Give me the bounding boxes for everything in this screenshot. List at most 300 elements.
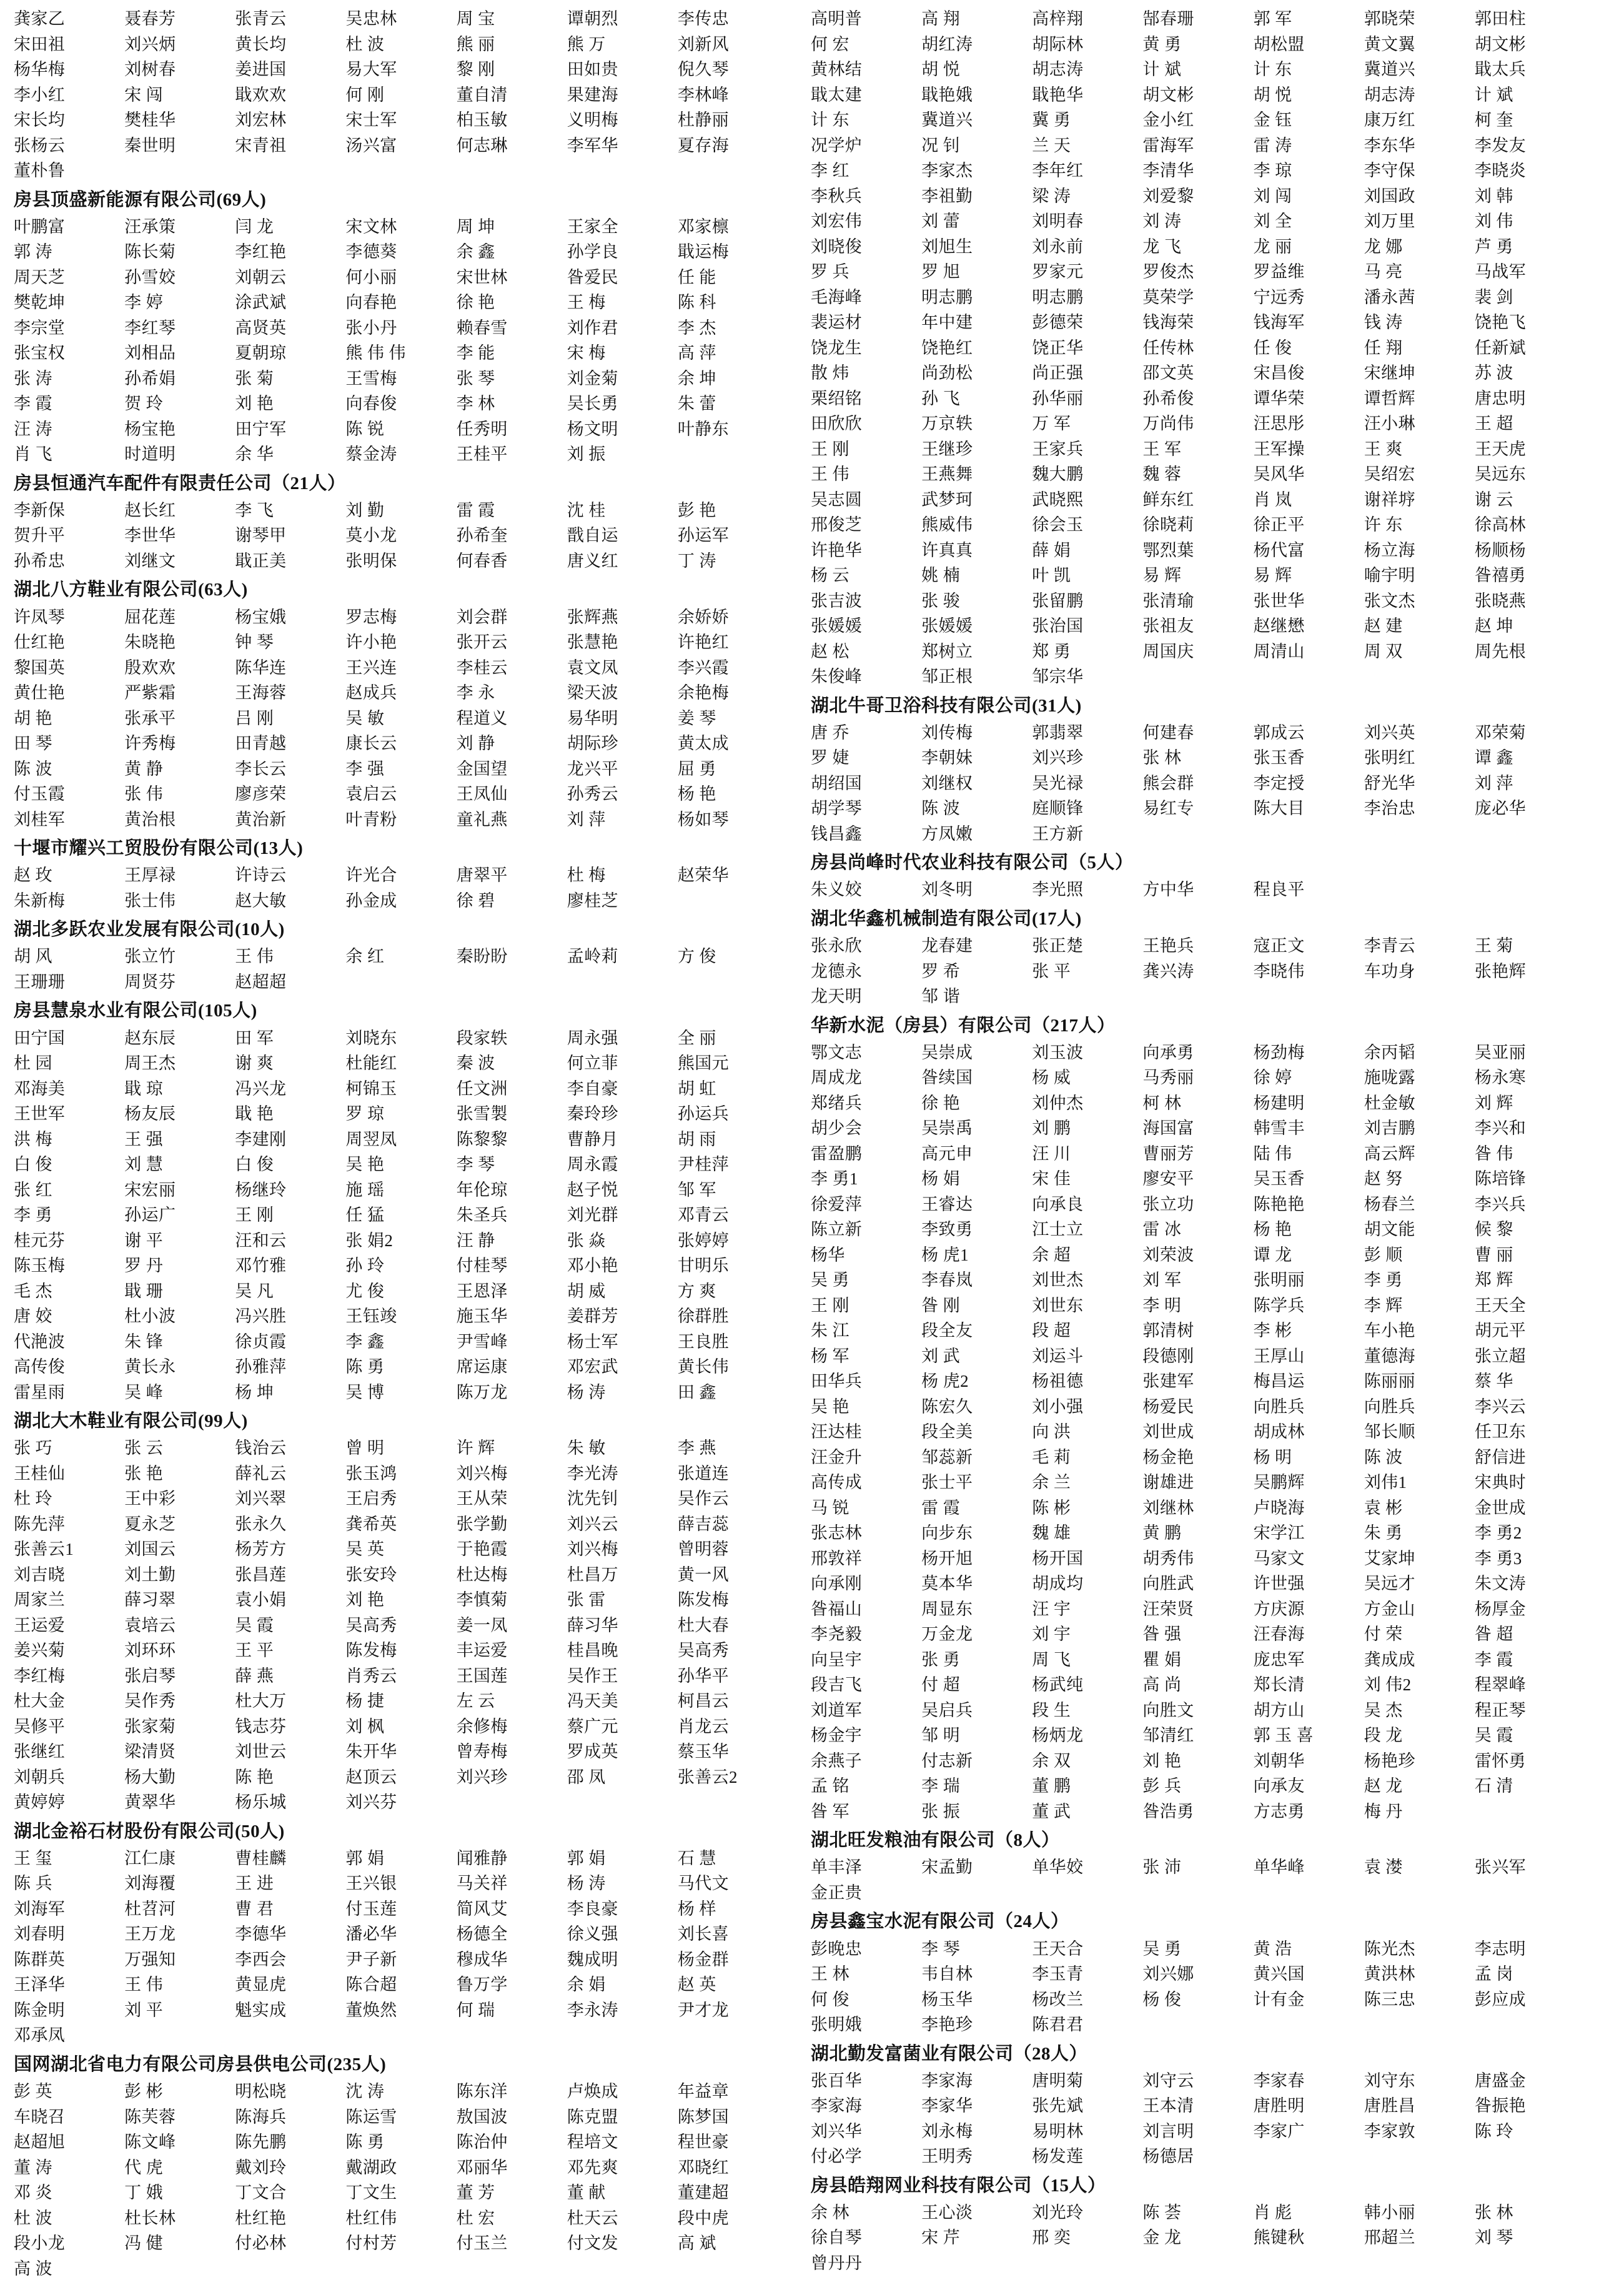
- person-name: 徐晓莉: [1142, 515, 1194, 534]
- person-name: 江士立: [1032, 1220, 1084, 1239]
- person-name: 易明林: [1032, 2121, 1084, 2141]
- person-name: 陈学兵: [1253, 1296, 1305, 1315]
- person-name: 刘光玲: [1032, 2203, 1084, 2222]
- person-name: 昝 超: [1474, 1625, 1513, 1644]
- person-name: 钱海荣: [1142, 313, 1194, 332]
- person-name: 向承刚: [811, 1574, 863, 1594]
- person-name: 李红琴: [124, 318, 176, 337]
- person-name: 董朴鲁: [14, 161, 66, 180]
- person-name: 柯 奎: [1474, 111, 1513, 129]
- person-name: 郑绪兵: [811, 1093, 863, 1113]
- person-name: 黄仕艳: [14, 683, 66, 703]
- person-name: 黄 鹏: [1142, 1524, 1182, 1543]
- person-name: 年中建: [921, 313, 973, 332]
- person-name: 刘兴梅: [456, 1464, 508, 1483]
- person-name: 李尧毅: [811, 1625, 863, 1644]
- name-grid: [14, 605, 788, 833]
- person-name: 闫 龙: [235, 217, 274, 236]
- person-name: 戢运梅: [677, 242, 730, 262]
- person-name: 赵 坤: [1474, 617, 1513, 635]
- person-name: 付志新: [921, 1751, 973, 1770]
- person-name: 陈丽丽: [1364, 1372, 1415, 1391]
- person-name: 黄长永: [124, 1357, 176, 1377]
- person-name: 周天芝: [14, 267, 66, 287]
- name-grid: [14, 944, 788, 994]
- person-name: 刘 慧: [124, 1155, 164, 1174]
- person-name: 高 萍: [677, 344, 716, 363]
- company-heading: 湖北华鑫机械制造有限公司(17人): [811, 908, 1082, 929]
- person-name: 黄治新: [235, 810, 287, 829]
- person-name: 丁文合: [235, 2183, 287, 2203]
- person-name: 陈 波: [1364, 1447, 1403, 1467]
- person-name: 黄翠华: [124, 1793, 176, 1812]
- company-block: [811, 1909, 1585, 2037]
- person-name: 胡红涛: [921, 34, 973, 54]
- person-name: 孙希忠: [14, 551, 66, 570]
- person-name: 余 鑫: [456, 242, 495, 262]
- person-name: 王明秀: [921, 2147, 973, 2166]
- person-name: 徐爱萍: [811, 1194, 863, 1214]
- person-name: 张祖友: [1142, 617, 1194, 635]
- person-name: 谢雄进: [1142, 1473, 1194, 1492]
- person-name: 徐义强: [567, 1925, 618, 1944]
- person-name: 杨乐城: [235, 1793, 287, 1812]
- person-name: 付玉兰: [456, 2234, 508, 2253]
- person-name: 陈先萍: [14, 1514, 66, 1534]
- person-name: 李家杰: [921, 161, 973, 180]
- person-name: 李年红: [1032, 161, 1084, 180]
- company-heading: 湖北多跃农业发展有限公司(10人): [14, 919, 285, 940]
- person-name: 吴鹏辉: [1253, 1473, 1305, 1492]
- person-name: 向胜武: [1142, 1574, 1194, 1594]
- person-name: 罗 丹: [124, 1256, 164, 1276]
- person-name: 刘万里: [1364, 212, 1415, 230]
- person-name: 昝 军: [811, 1802, 849, 1821]
- person-name: 计有金: [1253, 1990, 1305, 2009]
- person-name: 刘兴云: [567, 1514, 618, 1534]
- person-name: 周翌凤: [345, 1129, 397, 1149]
- person-name: 杨 威: [1032, 1068, 1071, 1088]
- person-name: 代 虎: [124, 2158, 164, 2177]
- person-name: 计 东: [811, 111, 849, 129]
- person-name: 张建军: [1142, 1372, 1194, 1391]
- name-grid: [14, 1026, 788, 1405]
- person-name: 孙华平: [677, 1666, 730, 1685]
- person-name: 董 芳: [456, 2183, 495, 2203]
- person-name: 韦自林: [921, 1965, 973, 1984]
- person-name: 刘 静: [456, 734, 495, 753]
- person-name: 柯锦玉: [345, 1079, 397, 1098]
- person-name: 冯兴龙: [235, 1079, 287, 1098]
- person-name: 杜小波: [124, 1307, 176, 1326]
- person-name: 戢正美: [235, 551, 287, 570]
- person-name: 王世军: [14, 1104, 66, 1124]
- person-name: 龚兴涛: [1142, 961, 1194, 981]
- person-name: 张永欣: [811, 936, 863, 956]
- person-name: 胡成均: [1032, 1574, 1084, 1594]
- person-name: 程正琴: [1474, 1700, 1527, 1720]
- person-name: 易大军: [345, 60, 397, 79]
- person-name: 高传成: [811, 1473, 863, 1492]
- person-name: 张士平: [921, 1473, 973, 1492]
- person-name: 敖国波: [456, 2107, 508, 2126]
- person-name: 昝振艳: [1474, 2096, 1527, 2116]
- person-name: 张安玲: [345, 1565, 397, 1584]
- person-name: 任卫东: [1474, 1422, 1527, 1442]
- person-name: 高明普: [811, 9, 863, 28]
- person-name: 卢晓海: [1253, 1498, 1305, 1517]
- person-name: 刘国政: [1364, 186, 1415, 206]
- person-name: 张先斌: [1032, 2096, 1084, 2116]
- person-name: 刘相品: [124, 344, 176, 363]
- person-name: 杨厚金: [1474, 1599, 1527, 1618]
- person-name: 宋继坤: [1364, 364, 1415, 382]
- person-name: 李永涛: [567, 2000, 618, 2020]
- person-name: 黄一风: [677, 1565, 730, 1584]
- person-name: 肖龙云: [677, 1717, 730, 1736]
- person-name: 汪小琳: [1364, 414, 1415, 433]
- person-name: 郜春珊: [1142, 9, 1194, 28]
- person-name: 施咙露: [1364, 1068, 1415, 1088]
- person-name: 熊国元: [677, 1054, 730, 1073]
- person-name: 吕 刚: [235, 708, 274, 728]
- person-name: 孙希俊: [1142, 389, 1194, 408]
- person-name: 张小丹: [345, 318, 397, 337]
- person-name: 谭 鑫: [1474, 748, 1513, 768]
- person-name: 胡绍国: [811, 773, 863, 793]
- person-name: 田华兵: [811, 1372, 863, 1391]
- person-name: 唐 乔: [811, 723, 849, 742]
- column-right: [811, 6, 1585, 2277]
- person-name: 赵顶云: [345, 1767, 397, 1787]
- person-name: 单丰泽: [811, 1858, 863, 1877]
- person-name: 肖 彪: [1253, 2203, 1292, 2222]
- person-name: 宁远秀: [1253, 287, 1305, 307]
- person-name: 张学勤: [456, 1514, 508, 1534]
- person-name: 田 琴: [14, 734, 52, 753]
- person-name: 胡志涛: [1364, 85, 1415, 104]
- person-name: 陈三忠: [1364, 1990, 1415, 2009]
- person-name: 尹子新: [345, 1950, 397, 1969]
- person-name: 汪达桂: [811, 1422, 863, 1442]
- person-name: 孟岭莉: [567, 947, 618, 966]
- person-name: 吴远东: [1474, 465, 1527, 483]
- name-grid: [811, 2200, 1585, 2276]
- company-heading: 湖北勤发富菌业有限公司（28人）: [811, 2043, 1088, 2064]
- name-grid: [811, 877, 1585, 903]
- person-name: 陈发梅: [345, 1641, 397, 1660]
- person-name: 严紫霜: [124, 683, 176, 703]
- person-name: 王兴银: [345, 1874, 397, 1893]
- person-name: 秦盼盼: [456, 947, 508, 966]
- person-name: 陈克盟: [567, 2107, 618, 2126]
- person-name: 戬自运: [567, 526, 618, 545]
- person-name: 任 俊: [1253, 338, 1292, 357]
- person-name: 柯 林: [1142, 1093, 1182, 1113]
- person-name: 王 玺: [14, 1848, 52, 1868]
- person-name: 汪 静: [456, 1231, 495, 1250]
- person-name: 王家全: [567, 217, 618, 236]
- person-name: 刘海军: [14, 1899, 66, 1918]
- person-name: 方庆源: [1253, 1599, 1305, 1618]
- person-name: 刘 伟: [1474, 212, 1513, 230]
- person-name: 易华明: [567, 708, 618, 728]
- company-heading: 湖北牛哥卫浴科技有限公司(31人): [811, 695, 1082, 716]
- person-name: 龙 丽: [1253, 237, 1292, 256]
- person-name: 涂武斌: [235, 293, 287, 312]
- person-name: 汪承策: [124, 217, 176, 236]
- person-name: 邓承凤: [14, 2026, 66, 2045]
- person-name: 薛 娟: [1032, 540, 1071, 560]
- person-name: 郭 娟: [345, 1848, 385, 1868]
- person-name: 张艳辉: [1474, 961, 1527, 981]
- person-name: 谭华荣: [1253, 389, 1305, 408]
- person-name: 王 菊: [1474, 936, 1513, 956]
- person-name: 赖春雪: [456, 318, 508, 337]
- person-name: 丁文生: [345, 2183, 397, 2203]
- person-name: 赵 建: [1364, 617, 1403, 635]
- person-name: 莫小龙: [345, 526, 397, 545]
- person-name: 明松晓: [235, 2082, 287, 2101]
- person-name: 张道连: [677, 1464, 730, 1483]
- person-name: 向胜兵: [1253, 1397, 1305, 1416]
- person-name: 张 菊: [235, 369, 274, 388]
- person-name: 高传俊: [14, 1357, 66, 1377]
- company-block: [14, 836, 788, 913]
- person-name: 高贤英: [235, 318, 287, 337]
- person-name: 付必学: [811, 2147, 863, 2166]
- person-name: 任 猛: [345, 1206, 385, 1225]
- person-name: 刘 平: [124, 2000, 164, 2020]
- person-name: 曹桂麟: [235, 1848, 287, 1868]
- person-name: 马家文: [1253, 1549, 1305, 1568]
- person-name: 杨武纯: [1032, 1675, 1084, 1695]
- person-name: 谭哲辉: [1364, 389, 1415, 408]
- person-name: 黄 浩: [1253, 1939, 1292, 1958]
- person-name: 刘守东: [1364, 2071, 1415, 2090]
- person-name: 刘 鹏: [1032, 1119, 1071, 1138]
- person-name: 胡际珍: [567, 734, 618, 753]
- person-name: 杨 捷: [345, 1692, 385, 1711]
- person-name: 车小艳: [1364, 1321, 1415, 1341]
- person-name: 陈 兵: [14, 1874, 52, 1893]
- person-name: 席运康: [456, 1357, 508, 1377]
- person-name: 陈 波: [14, 759, 52, 778]
- person-name: 刘 振: [567, 445, 606, 464]
- person-name: 吴忠林: [345, 9, 397, 28]
- person-name: 陈 波: [921, 799, 961, 818]
- person-name: 庭顺锋: [1032, 799, 1084, 818]
- person-name: 徐 碧: [456, 891, 495, 910]
- person-name: 张 骏: [921, 591, 961, 610]
- person-name: 董德海: [1364, 1346, 1415, 1366]
- person-name: 李家海: [811, 2096, 863, 2116]
- person-name: 曾明蓉: [677, 1540, 730, 1559]
- person-name: 吴崇成: [921, 1043, 973, 1062]
- company-heading: 国网湖北省电力有限公司房县供电公司(235人): [14, 2054, 387, 2074]
- person-name: 王心淡: [921, 2203, 973, 2222]
- person-name: 何志琳: [456, 136, 508, 155]
- person-name: 廖彦荣: [235, 785, 287, 804]
- person-name: 赵继懋: [1253, 617, 1305, 635]
- person-name: 付必林: [235, 2234, 287, 2253]
- person-name: 柯昌云: [677, 1692, 730, 1711]
- person-name: 杜大春: [677, 1615, 730, 1635]
- person-name: 计 斌: [1474, 85, 1513, 104]
- person-name: 刘吉晓: [14, 1565, 66, 1584]
- person-name: 朱文涛: [1474, 1574, 1527, 1594]
- person-name: 张 巧: [14, 1439, 52, 1458]
- person-name: 王睿达: [921, 1194, 973, 1214]
- person-name: 全 丽: [677, 1028, 716, 1048]
- person-name: 李 鑫: [345, 1332, 385, 1351]
- person-name: 徐自琴: [811, 2228, 863, 2248]
- person-name: 张宝权: [14, 344, 66, 363]
- person-name: 李兴和: [1474, 1119, 1527, 1138]
- person-name: 李红梅: [14, 1666, 66, 1685]
- person-name: 方 俊: [677, 947, 716, 966]
- person-name: 曾寿梅: [456, 1742, 508, 1762]
- person-name: 张清瑜: [1142, 591, 1194, 610]
- person-name: 邢敦祥: [811, 1549, 863, 1568]
- person-name: 刘玉波: [1032, 1043, 1084, 1062]
- person-name: 饶艳飞: [1474, 313, 1527, 332]
- person-name: 邓 炎: [14, 2183, 52, 2203]
- person-name: 朱圣兵: [456, 1206, 508, 1225]
- person-name: 卢焕成: [567, 2082, 618, 2101]
- person-name: 李家海: [921, 2071, 973, 2090]
- person-name: 马 亮: [1364, 262, 1403, 281]
- person-name: 蔡 华: [1474, 1372, 1513, 1391]
- person-name: 魁实成: [235, 2000, 287, 2020]
- person-name: 陈玉梅: [14, 1256, 66, 1276]
- person-name: 陈梦国: [677, 2107, 730, 2126]
- person-name: 马秀丽: [1142, 1068, 1194, 1088]
- person-name: 方志勇: [1253, 1802, 1305, 1821]
- person-name: 王运爱: [14, 1615, 66, 1635]
- person-name: 程良平: [1253, 880, 1305, 900]
- person-name: 刘继权: [921, 773, 973, 793]
- person-name: 李军华: [567, 136, 618, 155]
- person-name: 王从荣: [456, 1489, 508, 1509]
- person-name: 宋田祖: [14, 34, 66, 54]
- person-name: 曾 明: [345, 1439, 385, 1458]
- person-name: 许艳华: [811, 540, 863, 560]
- person-name: 刘 伟2: [1364, 1675, 1412, 1695]
- person-name: 刘朝兵: [14, 1767, 66, 1787]
- person-name: 王燕舞: [921, 465, 973, 483]
- person-name: 李 勇: [14, 1206, 52, 1225]
- person-name: 谢祥垿: [1364, 490, 1415, 509]
- company-block: [14, 998, 788, 1405]
- person-name: 吴玉香: [1253, 1169, 1305, 1189]
- person-name: 孙 玲: [345, 1256, 385, 1276]
- person-name: 王钰竣: [345, 1307, 397, 1326]
- person-name: 毛 莉: [1032, 1447, 1071, 1467]
- person-name: 宋世林: [456, 267, 508, 287]
- person-name: 张玉鸿: [345, 1464, 397, 1483]
- person-name: 杜苕河: [124, 1899, 176, 1918]
- person-name: 龙春建: [921, 936, 973, 956]
- person-name: 罗成英: [567, 1742, 618, 1762]
- person-name: 朱 江: [811, 1321, 849, 1341]
- person-name: 马战军: [1474, 262, 1527, 281]
- person-name: 陈艳艳: [1253, 1194, 1305, 1214]
- person-name: 叶静东: [677, 419, 730, 439]
- person-name: 向承良: [1032, 1194, 1084, 1214]
- person-name: 吴崇禹: [921, 1119, 973, 1138]
- person-name: 杜能红: [345, 1054, 397, 1073]
- person-name: 付 超: [921, 1675, 961, 1695]
- name-grid: [14, 6, 788, 184]
- person-name: 刘环环: [124, 1641, 176, 1660]
- person-name: 孙运军: [677, 526, 730, 545]
- person-name: 梅 丹: [1364, 1802, 1403, 1821]
- person-name: 王中彩: [124, 1489, 176, 1509]
- person-name: 罗志梅: [345, 607, 397, 627]
- person-name: 张 伟: [124, 785, 164, 804]
- person-name: 汪 涛: [14, 419, 52, 439]
- person-name: 李德葵: [345, 242, 397, 262]
- person-name: 戴湖政: [345, 2158, 397, 2177]
- person-name: 彭 艳: [677, 500, 716, 520]
- person-name: 杨 明: [1253, 1447, 1292, 1467]
- person-name: 周王杰: [124, 1054, 176, 1073]
- person-name: 王 梅: [567, 293, 606, 312]
- person-name: 杨春兰: [1364, 1194, 1415, 1214]
- person-name: 李德华: [235, 1925, 287, 1944]
- person-name: 胡松盟: [1253, 34, 1305, 54]
- person-name: 张辉燕: [567, 607, 618, 627]
- person-name: 陈万龙: [456, 1382, 508, 1402]
- person-name: 李 婷: [124, 293, 164, 312]
- person-name: 陈长菊: [124, 242, 176, 262]
- person-name: 王启秀: [345, 1489, 397, 1509]
- person-name: 黄林结: [811, 60, 863, 79]
- person-name: 李致勇: [921, 1220, 973, 1239]
- person-name: 陈文峰: [124, 2133, 176, 2152]
- person-name: 裴 剑: [1474, 287, 1513, 307]
- person-name: 昝 刚: [921, 1296, 961, 1315]
- person-name: 吴 霞: [235, 1615, 274, 1635]
- person-name: 宋青祖: [235, 136, 287, 155]
- person-name: 余 华: [235, 445, 274, 464]
- company-block: [14, 471, 788, 574]
- person-name: 黄太成: [677, 734, 730, 753]
- person-name: 喻宇明: [1364, 566, 1415, 585]
- person-name: 邓青云: [677, 1206, 730, 1225]
- person-name: 白 俊: [235, 1155, 274, 1174]
- person-name: 向春艳: [345, 293, 397, 312]
- person-name: 谢 平: [124, 1231, 164, 1250]
- person-name: 昝福山: [811, 1599, 863, 1618]
- person-name: 方凤嫩: [921, 824, 973, 843]
- person-name: 徐高林: [1474, 515, 1527, 534]
- person-name: 王良胜: [677, 1332, 730, 1351]
- person-name: 王恩泽: [456, 1281, 508, 1301]
- person-name: 胡际林: [1032, 34, 1084, 54]
- person-name: 朱新梅: [14, 891, 66, 910]
- person-name: 庞必华: [1474, 799, 1527, 818]
- person-name: 戢太建: [811, 85, 863, 104]
- person-name: 宋孟勤: [921, 1858, 973, 1877]
- person-name: 杜达梅: [456, 1565, 508, 1584]
- person-name: 杜红艳: [235, 2208, 287, 2228]
- person-name: 刘新风: [677, 34, 730, 54]
- person-name: 杨玉华: [921, 1990, 973, 2009]
- person-name: 张 振: [921, 1802, 961, 1821]
- person-name: 刘作君: [567, 318, 618, 337]
